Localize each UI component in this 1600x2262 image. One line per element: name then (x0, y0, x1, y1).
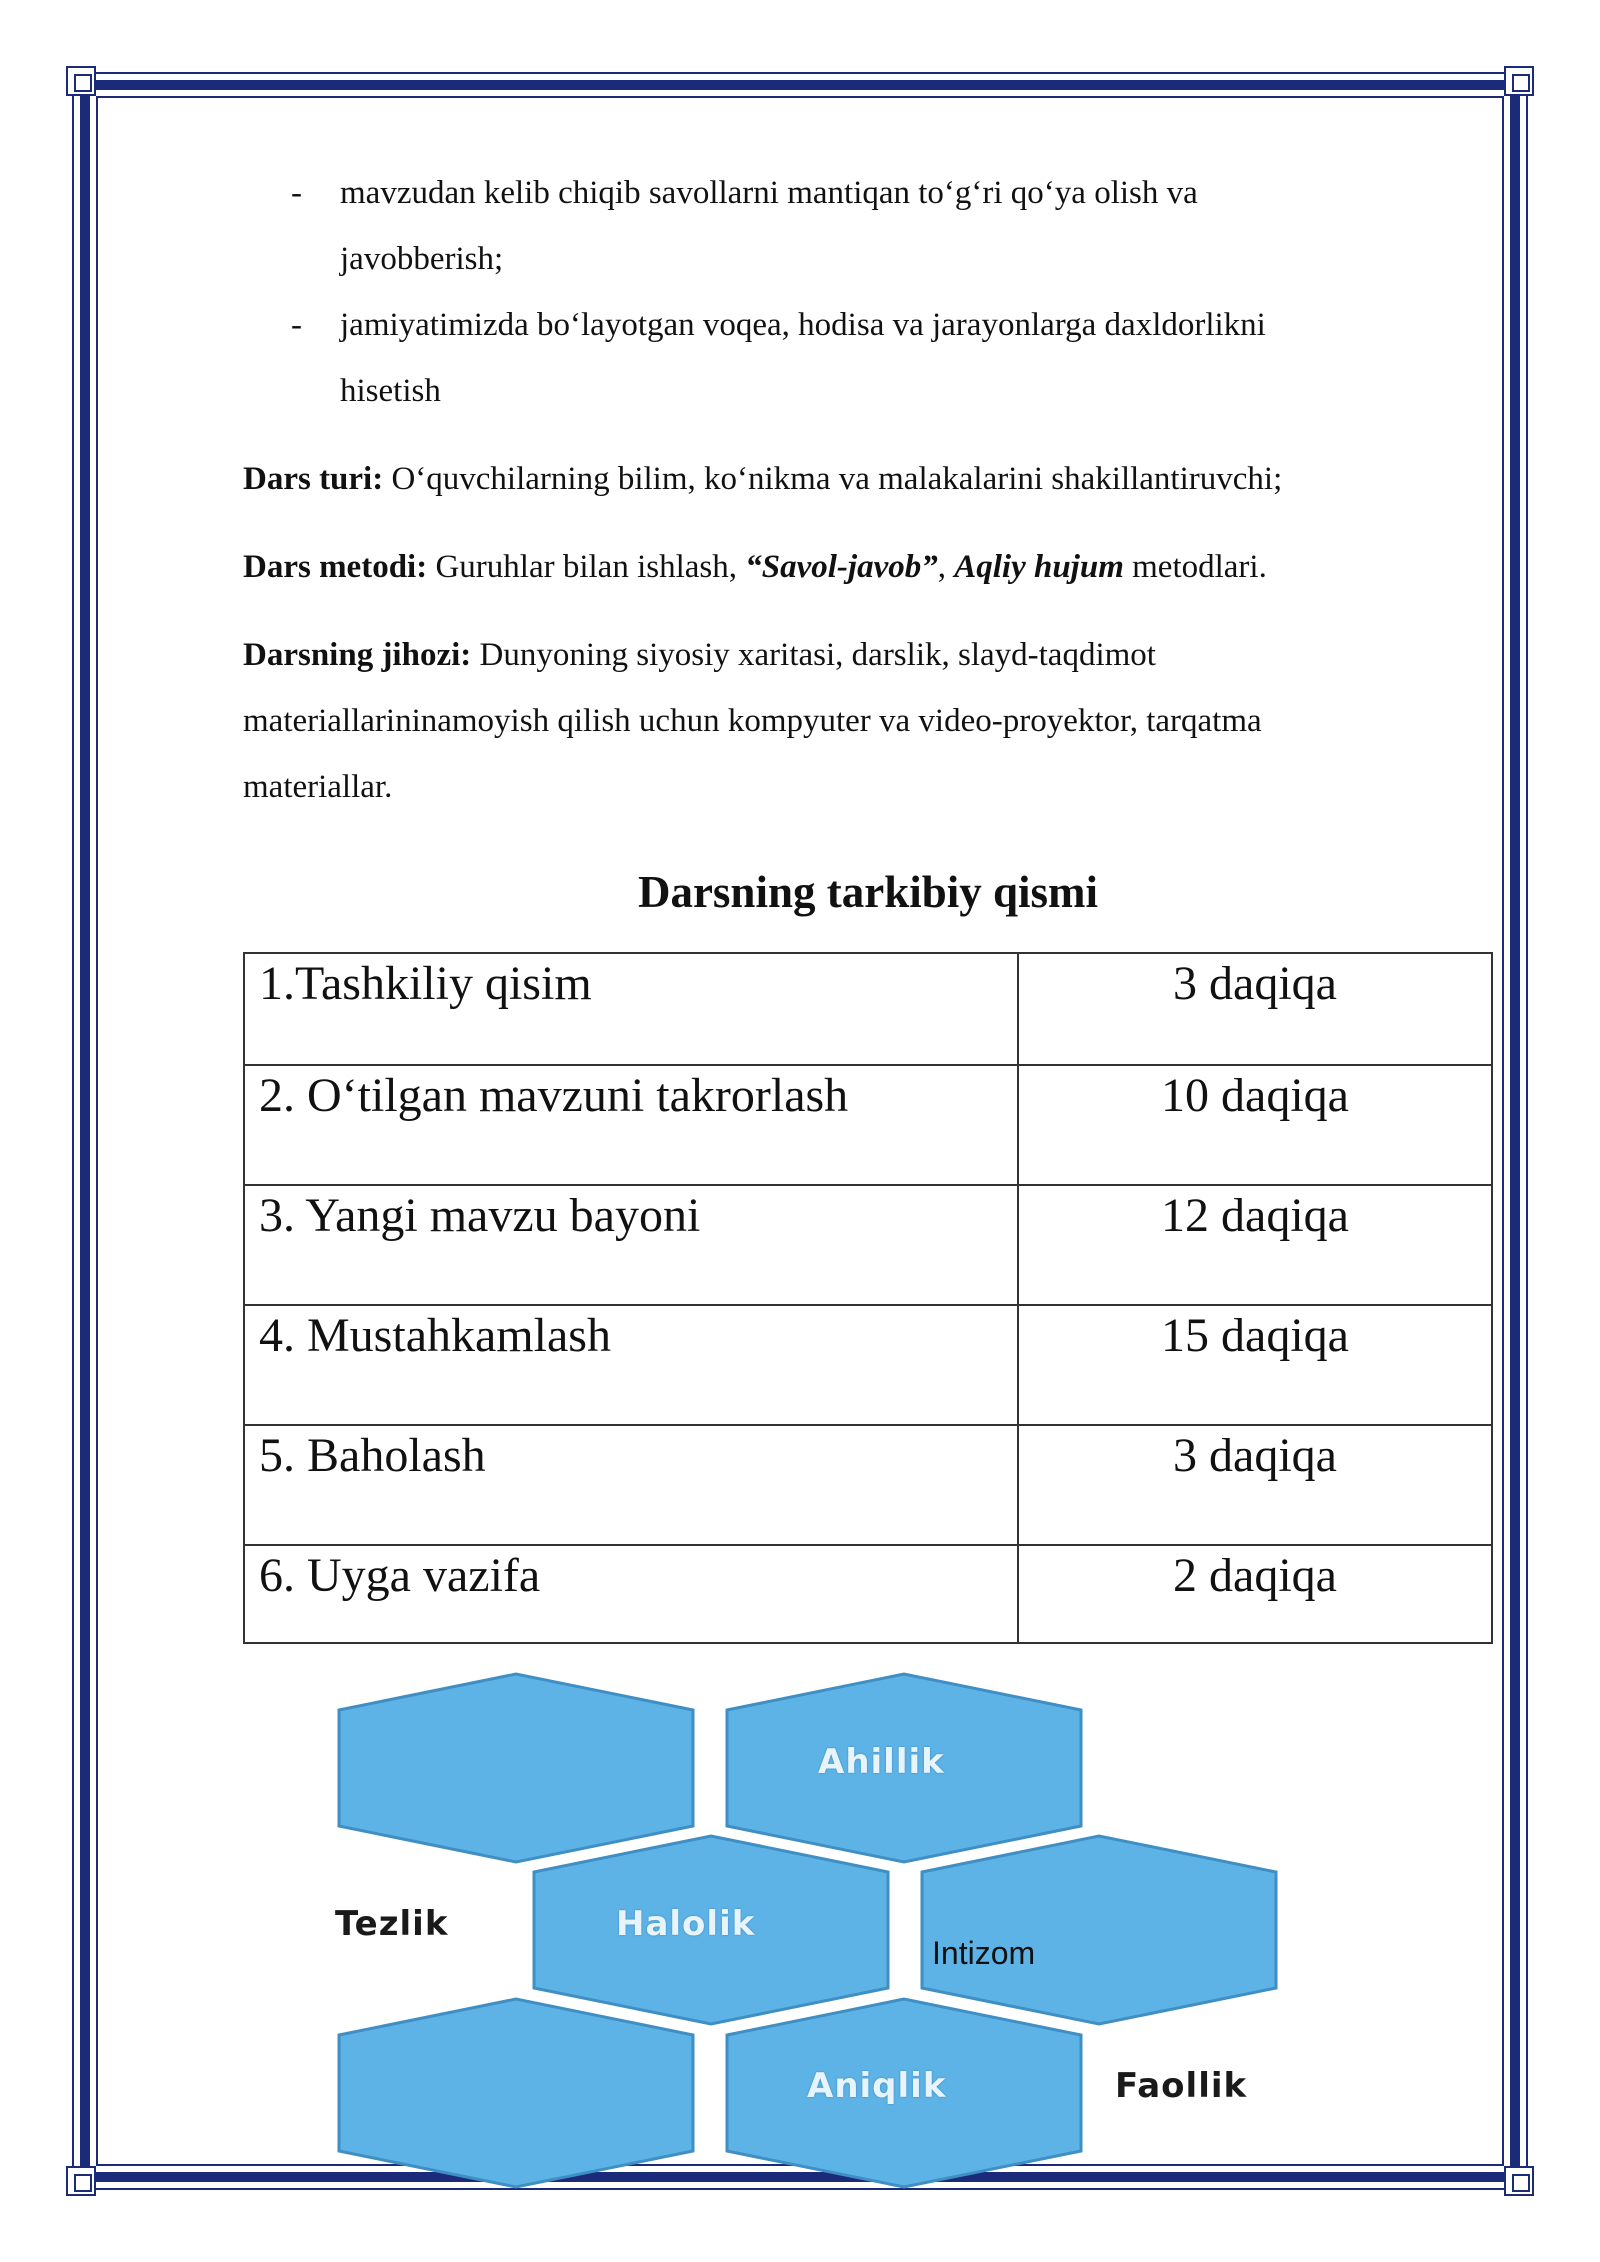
lesson-method-end: metodlari. (1123, 549, 1267, 585)
duration-cell: 3 daqiqa (1018, 1425, 1492, 1545)
hex-label-ahillik: Ahillik (818, 1742, 945, 1782)
duration-cell: 15 daqiqa (1018, 1305, 1492, 1425)
hex-label-aniqlik: Aniqlik (807, 2066, 947, 2106)
lesson-method-label: Dars metodi: (243, 549, 428, 585)
lesson-equipment-text: materiallarininamoyish qilish uchun kompyuter va video-proyektor, tarqatma (243, 703, 1262, 739)
duration-cell: 2 daqiqa (1018, 1545, 1492, 1643)
lesson-method-sep: , (937, 549, 955, 585)
method-aqliy-hujum: Aqliy hujum (954, 549, 1124, 585)
list-item (243, 160, 1493, 292)
table-row (244, 1545, 1492, 1643)
duration-cell: 10 daqiqa (1018, 1065, 1492, 1185)
hex-label-halolik: Halolik (616, 1904, 756, 1944)
duration-cell: 12 daqiqa (1018, 1185, 1492, 1305)
hex-label-tezlik: Tezlik (335, 1904, 449, 1944)
lesson-method-text: Guruhlar bilan ishlash, (427, 549, 746, 585)
border-corner-ornament (1504, 2166, 1534, 2196)
section-title: Darsning tarkibiy qismi (637, 867, 1099, 917)
bullet-dash: - (291, 307, 302, 343)
lesson-type (243, 446, 1493, 512)
values-hexagon-diagram (300, 1660, 1350, 2160)
list-item-line: jamiyatimizda bo‘layotgan voqea, hodisa va jarayonlarga daxldorlikni (340, 307, 1266, 343)
method-savol-javob: “Savol-javob” (745, 549, 938, 585)
border-corner-ornament (66, 66, 96, 96)
lesson-method (243, 534, 1493, 600)
document-body (243, 160, 1493, 1644)
table-row (244, 1185, 1492, 1305)
list-item-line: mavzudan kelib chiqib savollarni mantiqan to‘g‘ri qo‘ya olish va (340, 175, 1198, 211)
table-row (244, 1305, 1492, 1425)
lesson-equipment-label: Darsning jihozi: (243, 637, 472, 673)
table-row (244, 953, 1492, 1065)
table-row (244, 1425, 1492, 1545)
lesson-type-label: Dars turi: (243, 461, 384, 497)
border-corner-ornament (66, 2166, 96, 2196)
stage-cell: 1.Tashkiliy qisim (244, 953, 1018, 1065)
objectives-list (243, 160, 1493, 424)
hexagon-shape (335, 1995, 697, 2191)
hex-label-intizom: Intizom (932, 1935, 1036, 1971)
lesson-equipment (243, 622, 1493, 820)
duration-cell: 3 daqiqa (1018, 953, 1492, 1065)
stage-cell: 6. Uyga vazifa (244, 1545, 1018, 1643)
stage-cell: 5. Baholash (244, 1425, 1018, 1545)
lesson-type-text: O‘quvchilarning bilim, ko‘nikma va malakalarini shakillantiruvchi; (383, 461, 1283, 497)
list-item-line: hisetish (340, 373, 441, 409)
lesson-equipment-text: materiallar. (243, 769, 393, 805)
list-item (243, 292, 1493, 424)
stage-cell: 2. O‘tilgan mavzuni takrorlash (244, 1065, 1018, 1185)
stage-cell: 3. Yangi mavzu bayoni (244, 1185, 1018, 1305)
hex-label-faollik: Faollik (1115, 2066, 1248, 2106)
list-item-line: javobberish; (340, 241, 504, 277)
border-corner-ornament (1504, 66, 1534, 96)
lesson-equipment-text: Dunyoning siyosiy xaritasi, darslik, slayd-taqdimot (471, 637, 1156, 673)
stage-cell: 4. Mustahkamlash (244, 1305, 1018, 1425)
table-row (244, 1065, 1492, 1185)
lesson-plan-table (243, 952, 1493, 1644)
bullet-dash: - (291, 175, 302, 211)
